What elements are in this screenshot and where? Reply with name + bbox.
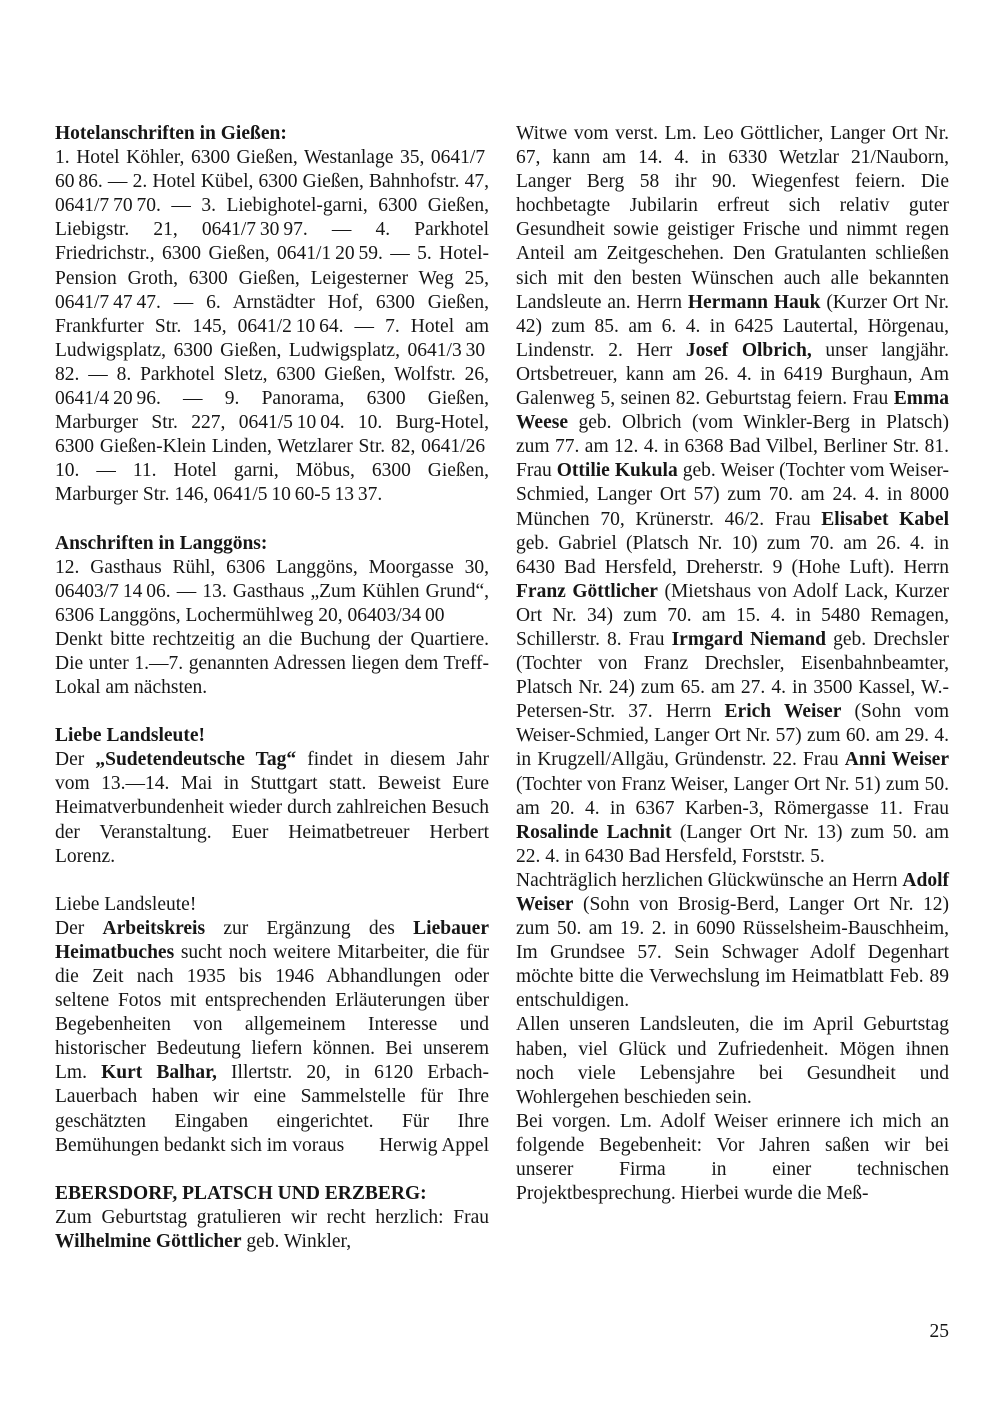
paragraph-belated-congratulations: Nachträglich herzlichen Glückwünsche an Herrn Adolf Weiser (Sohn von Brosig-Berd, Langer Ort Nr. 12) zum 50. am 19. 2. in 6090 Rüsselsheim-Bauschheim, Im Grundsee 57. Sein Schwager Adolf Degenhart möchte bitte die Verwechslung im Heimatblatt Feb. 89 entschuldigen. [516,869,949,1012]
paragraph-arbeitskreis [55,917,489,1158]
paragraph-hotel-list: 1. Hotel Köhler, 6300 Gießen, Westanlage 35, 0641/7 60 86. — 2. Hotel Kübel, 6300 Gießen, Bahnhofstr. 47, 0641/7 70 70. — 3. Liebighotel-garni, 6300 Gießen, Liebigstr. 21, 0641/7 30 97. — 4. Parkhotel Friedrichstr., 6300 Gießen, 0641/1 20 59. — 5. Hotel-Pension Groth, 6300 Gießen, Leigesterner Weg 25, 0641/7 47 47. — 6. Arnstädter Hof, 6300 Gießen, Frankfurter Str. 145, 0641/2 10 64. — 7. Hotel am Ludwigsplatz, 6300 Gießen, Ludwigsplatz, 0641/3 30 82. — 8. Parkhotel Sletz, 6300 Gießen, Wolfstr. 26, 0641/4 20 96. — 9. Panorama, 6300 Gießen, Marburger Str. 227, 0641/5 10 04. 10. Burg-Hotel, 6300 Gießen-Klein Linden, Wetzlarer Str. 82, 0641/26 10. — 11. Hotel garni, Möbus, 6300 Gießen, Marburger Str. 146, 0641/5 10 60-5 13 37. [55,147,489,506]
signature-herwig-appel: Herwig Appel [379,1134,489,1156]
paragraph-april-wishes: Allen unseren Landsleuten, die im April Geburtstag haben, viel Glück und Zufriedenheit. Mögen ihnen noch viele Lebensjahre bei Gesundheit und Wohlergehen beschieden sein. [516,1014,949,1108]
paragraph-anecdote: Bei vorgen. Lm. Adolf Weiser erinnere ich mich an folgende Begebenheit: Vor Jahren saßen wir bei unserer Firma in einer technischen Projektbesprechung. Hierbei wurde die Meß- [516,1110,949,1205]
paragraph-birthday-congratulations: Witwe vom verst. Lm. Leo Göttlicher, Langer Ort Nr. 67, kann am 14. 4. in 6330 Wetzlar 21/Nauborn, Langer Berg 58 ihr 90. Wiegenfest feiern. Die hochbetagte Jubilarin erfreut sich relativ guter Gesundheit sowie geistiger Frische und nimmt regen Anteil am Zeitgeschehen. Den Gratulanten schließen sich mit den besten Wünschen auch alle bekannten Landsleute an. Herrn Hermann Hauk (Kurzer Ort Nr. 42) zum 85. am 6. 4. in 6425 Lautertal, Hörgenau, Lindenstr. 2. Herr Josef Olbrich, unser langjähr. Ortsbetreuer, kann am 26. 4. in 6419 Burghaun, Am Galenweg 5, seinen 82. Geburtstag feiern. Frau Emma Weese geb. Olbrich (vom Winkler-Berg in Platsch) zum 77. am 12. 4. in 6368 Bad Vilbel, Berliner Str. 81. Frau Ottilie Kukula geb. Weiser (Tochter vom Weiser-Schmied, Langer Ort 57) zum 70. am 24. 4. in 8000 München 70, Krünerstr. 46/2. Frau Elisabet Kabel geb. Gabriel (Platsch Nr. 10) zum 70. am 26. 4. in 6430 Bad Hersfeld, Dreherstr. 9 (Hohe Luft). Herrn Franz Göttlicher (Mietshaus von Adolf Lack, Kurzer Ort Nr. 34) zum 70. am 15. 4. in 5480 Remagen, Schillerstr. 8. Frau Irmgard Niemand geb. Drechsler (Tochter von Franz Drechsler, Eisenbahnbeamter, Platsch Nr. 24) zum 65. am 27. 4. in 3500 Kassel, W.-Petersen-Str. 37. Herrn Erich Weiser (Sohn vom Weiser-Schmied, Langer Ort Nr. 57) zum 60. am 29. 4. in Krugzell/Allgäu, Gründenstr. 22. Frau Anni Weiser (Tochter von Franz Weiser, Langer Ort Nr. 51) zum 50. am 20. 4. in 6367 Karben-3, Römergasse 11. Frau Rosalinde Lachnit (Langer Ort Nr. 13) zum 50. am 22. 4. in 6430 Bad Hersfeld, Forststr. 5. [516,123,950,867]
heading-liebe-landsleute-1: Liebe Landsleute! [55,725,206,747]
page-number: 25 [929,1321,949,1342]
paragraph-birthday-intro: Zum Geburtstag gratulieren wir recht herzlich: Frau Wilhelmine Göttlicher geb. Winkler, [55,1206,489,1252]
heading-hotelanschriften-giessen: Hotelanschriften in Gießen: [55,123,287,144]
paragraph-gasthaus-list: 12. Gasthaus Rühl, 6306 Langgöns, Moorgasse 30, 06403/7 14 06. — 13. Gasthaus „Zum Kühlen Grund“, 6306 Langgöns, Lochermühlweg 20, 06403/34 00 [55,556,489,626]
left-column [55,122,489,1254]
heading-liebe-landsleute-2: Liebe Landsleute! [55,893,197,915]
paragraph-arbeitskreis-text: Der Arbeitskreis zur Ergänzung des Liebauer Heimatbuches sucht noch weitere Mitarbeiter, die für die Zeit nach 1935 bis 1946 Abhandlungen oder seltene Fotos mit entsprechenden Erläuterungen über Begebenheiten von allgemeinem Interesse und historischer Bedeutung liefern können. Bei unserem Lm. Kurt Balhar, Illertstr. 20, in 6120 Erbach-Lauerbach haben wir eine Sammelstelle für Ihre geschätzten Eingaben eingerichtet. Für Ihre Bemühungen bedankt sich im voraus [55,917,489,1156]
right-column [516,122,949,1206]
paragraph-sudetendeutscher-tag: Der „Sudetendeutsche Tag“ findet in diesem Jahr vom 13.—14. Mai in Stuttgart statt. Beweist Eure Heimatverbundenheit wieder durch zahlreichen Besuch der Veranstaltung. Euer Heimatbetreuer Herbert Lorenz. [55,749,489,867]
heading-ebersdorf-platsch-erzberg: EBERSDORF, PLATSCH UND ERZBERG: [55,1182,427,1204]
heading-anschriften-langgoens: Anschriften in Langgöns: [55,532,268,554]
paragraph-booking-note: Denkt bitte rechtzeitig an die Buchung der Quartiere. Die unter 1.—7. genannten Adressen liegen dem Treff-Lokal am nächsten. [55,628,489,699]
